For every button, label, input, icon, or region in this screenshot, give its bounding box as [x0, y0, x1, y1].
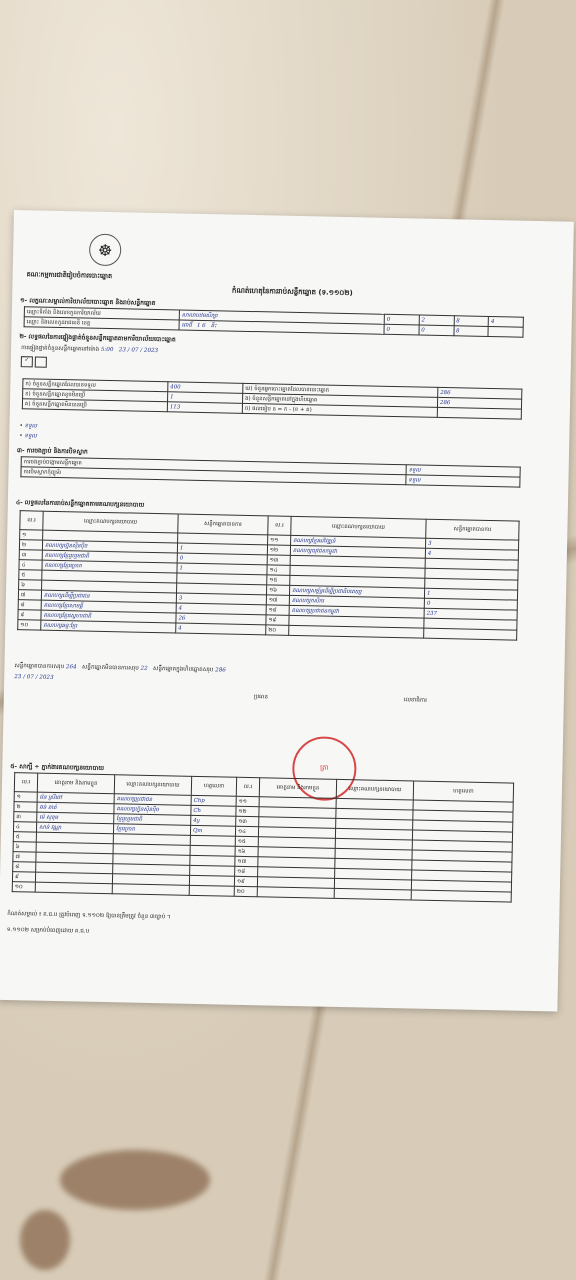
- section1-heading: ១- លក្ខណៈសម្គាល់ការិយាល័យបោះឆ្នោត និងរាប់សន្លឹកឆ្នោត: [20, 297, 156, 307]
- section3-line1: ការចងភ្ជាប់ចង្កោមសន្លឹកឆ្នោត: [21, 457, 406, 475]
- row1-code-3: 4: [488, 316, 523, 327]
- witness-no: ១០: [12, 882, 35, 892]
- witness-name: [35, 882, 112, 894]
- witness-party: ខ្មែររួបរួមជាតិ: [114, 814, 191, 826]
- form-title: កំណត់ហេតុនៃការរាប់សន្លឹកឆ្នោត (ទ.១១០២): [231, 286, 353, 298]
- party-name: គណបក្សខ្មែរអភិវឌ្ឍន៍: [291, 535, 426, 548]
- witness-no: ៦: [13, 842, 36, 852]
- section2-date-line: [21, 344, 158, 355]
- row-value: 1: [168, 392, 243, 404]
- party-name: គណបក្សដើម្បីប្រជាជន: [41, 590, 176, 603]
- election-form-sheet: [0, 210, 574, 1012]
- row2-label: ឈ្មោះ និងលេខកូដរាជធានី ខេត្ត: [24, 317, 179, 330]
- totals-line: [14, 662, 226, 674]
- total-box: 286: [215, 667, 226, 674]
- witness-no: ១៩: [234, 876, 257, 886]
- section4-heading: ៤- លទ្ធផលនៃការរាប់សន្លឹកឆ្នោតតាមគណបក្សនយោបាយ: [15, 499, 145, 509]
- witness-sign: Qm: [190, 825, 235, 836]
- party-no: ៥: [19, 570, 42, 580]
- witness-name: សាន់ វណ្ណា: [36, 822, 113, 834]
- section5-heading: ៥- សាក្សី ÷ ភ្នាក់ងារគណបក្សនយោបាយ: [10, 763, 105, 773]
- party-votes: 26: [176, 613, 266, 625]
- signing-date: 23 / 07 / 2023: [14, 674, 54, 681]
- party-no: ៧: [18, 590, 41, 600]
- row-label: ក) ចំនួនសន្លឹកឆ្នោតដែលបានទទួល: [23, 379, 168, 392]
- party-votes: 4: [176, 603, 266, 615]
- row-right-label: ង) ចំនួនសន្លឹកឆ្នោតនៅក្នុងហិបឆ្នោត: [243, 393, 438, 407]
- witness-empty-cell: [334, 888, 411, 900]
- party-no: ១៧: [266, 595, 289, 605]
- row2-code-2: 8: [453, 326, 488, 337]
- date-line-label: ការផ្ទៀងផ្ទាត់ចំនួនសន្លឹកឆ្នោតនៅម៉ោង: [21, 345, 100, 353]
- row1-code-1: 2: [419, 315, 454, 326]
- witness-no: ៥: [13, 832, 36, 842]
- party-votes: 4: [425, 548, 518, 560]
- party-votes: 0: [177, 553, 267, 565]
- party-name: គណបក្សខ្មែររួបរួមជាតិ: [42, 550, 177, 563]
- party-name: គណបក្សខ្មែរក្រោក: [42, 560, 177, 573]
- party-votes: 0: [424, 598, 517, 610]
- col-party: ឈ្មោះគណបក្សនយោបាយ: [291, 516, 426, 538]
- col-no: ល.រ: [20, 511, 43, 530]
- checkbox-line: [21, 356, 47, 368]
- witness-no: ៧: [13, 852, 36, 862]
- complaint-line: • ទទួល: [19, 423, 38, 430]
- witness-no: ២០: [234, 886, 257, 896]
- witness-no: ៤: [13, 822, 36, 832]
- party-name: គណបក្សខ្មែរស្នេហាជាតិ: [41, 610, 176, 623]
- party-no: ១០: [18, 620, 41, 630]
- col-party: ឈ្មោះគណបក្សនយោបាយ: [43, 511, 178, 533]
- party-votes: 3: [426, 538, 519, 550]
- witness-no: ២: [14, 802, 37, 812]
- col-sign: ហត្ថលេខា: [413, 781, 513, 802]
- row1-code-2: 8: [454, 316, 489, 327]
- party-name: [289, 625, 424, 638]
- complaint-line: • ទទួល: [19, 433, 37, 440]
- party-no: ៣: [19, 550, 42, 560]
- party-votes: 237: [424, 608, 517, 620]
- section3-heading: ៣- ការចងភ្ជាប់ និងការបិទស្លាក: [16, 447, 88, 456]
- col-sign: ហត្ថលេខា: [191, 776, 236, 796]
- witness-no: ១៥: [235, 836, 258, 846]
- total-invalid-label: សន្លឹកឆ្នោតមិនបានការសរុប: [81, 664, 139, 672]
- party-votes: 1: [424, 588, 517, 600]
- section4-date: [14, 674, 53, 681]
- party-no: ១៦: [266, 585, 289, 595]
- col-name: គោត្តនាម និងនាមខ្លួន: [259, 778, 336, 799]
- party-name: គណបក្សយុវជនកម្ពុជា: [290, 545, 425, 558]
- row1-code-0: 0: [384, 314, 419, 325]
- total-invalid: 22: [140, 665, 148, 672]
- row1-value: សាលាបឋមសិក្សា: [179, 310, 384, 324]
- party-votes: 1: [177, 563, 267, 575]
- row-right-value: [437, 407, 521, 419]
- section3-table: [20, 456, 520, 487]
- row-right-value: 286: [438, 387, 522, 399]
- witness-no: ១: [14, 792, 37, 802]
- col-no: ល.រ: [14, 773, 37, 792]
- row-right-label: ឃ) ចំនួនអ្នកបោះឆ្នោតដែលបានបោះឆ្នោត: [243, 383, 438, 397]
- row1-label: ឈ្មោះទីតាំង និងលេខកូដការិយាល័យ: [24, 307, 179, 320]
- complaint-2: ទទួល: [24, 433, 37, 440]
- witness-no: ៩: [12, 872, 35, 882]
- floor-stain: [20, 1210, 70, 1270]
- party-no: ២: [19, 540, 42, 550]
- witness-party: គណបក្សហ្វ៊ុនស៊ិនប៉ិច: [114, 804, 191, 816]
- witness-party: ខ្មែរក្រោក: [113, 824, 190, 836]
- party-no: ១៤: [267, 565, 290, 575]
- row2-value: ពោធិ៍: [181, 322, 192, 329]
- party-no: ១២: [267, 545, 290, 555]
- col-votes: សន្លឹកឆ្នោតបានការ: [178, 514, 268, 535]
- party-votes: 4: [176, 623, 266, 635]
- count-date: 23 / 07 / 2023: [118, 347, 159, 355]
- witness-party: គណបក្សប្រជាជន: [114, 794, 191, 806]
- form-footer: ទ.១១០២ សម្រាប់បំពេញដោយ គ.ជ.ប: [6, 927, 90, 935]
- row-label: ខ) ចំនួនសន្លឹកឆ្នោតខូចមិនប្រើ: [23, 389, 168, 402]
- party-name: គណបក្សសម្ព័ន្ធដើម្បីប្រជាធិបតេយ្យ: [289, 585, 424, 598]
- stamp-text: ត្រា: [319, 763, 329, 772]
- party-no: ២០: [266, 625, 289, 635]
- witness-party: [112, 884, 189, 896]
- witness-no: ១១: [236, 796, 259, 806]
- row2-a: 1: [196, 322, 201, 329]
- witness-table: [12, 772, 514, 902]
- witness-name: រ៉េន ស្រីពៅ: [37, 792, 114, 804]
- party-name: គណបក្សឆន្ទៈខ្មែរ: [41, 620, 176, 633]
- seal-icon: ☸: [89, 234, 122, 267]
- complaint-1: ទទួល: [24, 423, 38, 430]
- row-value: 400: [168, 382, 243, 394]
- total-valid: 264: [65, 664, 77, 671]
- row-right-value: 286: [437, 397, 521, 409]
- witness-no: ៨: [13, 862, 36, 872]
- checkbox-no[interactable]: [34, 356, 46, 367]
- witness-sign: Chp: [191, 795, 236, 806]
- witness-no: ១២: [236, 806, 259, 816]
- party-no: ១៥: [267, 575, 290, 585]
- row-right-label: ច) ផលធៀប ន = ក - (ខ + គ): [242, 403, 437, 417]
- col-name: គោត្តនាម និងនាមខ្លួន: [37, 773, 114, 794]
- party-no: ១: [20, 530, 43, 540]
- row2-commune: គិះ: [210, 322, 217, 329]
- total-box-label: សន្លឹកឆ្នោតក្នុងហិបឆ្នោតសរុប: [152, 666, 214, 674]
- footnote: កំណត់សម្គាល់ ៖ គ.ជ.ប ត្រូវបំពេញ ទ.១១០២ ឱ្យបានត្រឹមត្រូវ ចំនួន ៣ច្បាប់ ។: [7, 911, 171, 921]
- witness-empty-cell: [411, 890, 511, 902]
- witness-empty-cell: [257, 887, 334, 899]
- witness-sign: Ch: [191, 805, 236, 816]
- party-name: គណបក្សហ្វ៊ុនស៊ិនប៉ិច: [42, 540, 177, 553]
- section3-line2: ការបិទស្លាកកុំព្យូទ័រ: [21, 467, 406, 485]
- party-votes: 3: [176, 593, 266, 605]
- col-party: ឈ្មោះគណបក្សនយោបាយ: [336, 779, 413, 800]
- party-no: ១៨: [266, 605, 289, 615]
- party-no: ១១: [268, 535, 291, 545]
- witness-sign: 4y: [191, 815, 236, 826]
- section2-heading: ២- លទ្ធផលនៃការផ្ទៀងផ្ទាត់ចំនួនសន្លឹកឆ្នោតតាមការិយាល័យបោះឆ្នោត: [19, 333, 176, 344]
- section2-table: [22, 378, 523, 419]
- row-label: គ) ចំនួនសន្លឹកឆ្នោតមិនបានប្រើ: [22, 399, 167, 412]
- party-votes: 1: [177, 543, 267, 555]
- party-no: ៨: [18, 600, 41, 610]
- witness-no: ១៤: [235, 826, 258, 836]
- witness-no: ១៨: [235, 866, 258, 876]
- checkbox-yes[interactable]: ✓: [21, 356, 33, 367]
- floor-stain: [60, 1150, 210, 1210]
- row2-code-1: 0: [419, 325, 454, 336]
- witness-no: ១៦: [235, 846, 258, 856]
- section3-line2-value: ទទួល: [406, 475, 520, 487]
- col-no: ល.រ: [268, 516, 291, 535]
- witness-name: ម៉េ សុខុម: [37, 812, 114, 824]
- col-party: ឈ្មោះគណបក្សនយោបាយ: [114, 775, 191, 796]
- witness-name: ឆន់ គាត់: [37, 802, 114, 814]
- col-no: ល.រ: [236, 777, 259, 796]
- party-no: ១៩: [266, 615, 289, 625]
- witness-no: ១៣: [236, 816, 259, 826]
- chair-label: ប្រធាន: [253, 694, 269, 701]
- party-no: ៩: [18, 610, 41, 620]
- party-results-table: [17, 510, 519, 640]
- witness-no: ១៧: [235, 856, 258, 866]
- witness-sign: [189, 885, 234, 896]
- col-votes: សន្លឹកឆ្នោតបានការ: [426, 519, 519, 540]
- count-time: 5:00: [100, 346, 114, 354]
- party-name: គណបក្សខ្មែរសាមគ្គី: [41, 600, 176, 613]
- party-name: គណបក្សប្រជាជនកម្ពុជា: [289, 605, 424, 618]
- total-valid-label: សន្លឹកឆ្នោតបានការសរុប: [14, 663, 65, 671]
- party-no: ៤: [19, 560, 42, 570]
- secretary-label: លេខាធិការ: [403, 697, 427, 704]
- party-no: ៦: [19, 580, 42, 590]
- party-no: ១៣: [267, 555, 290, 565]
- row-value: 113: [167, 402, 242, 414]
- party-name: គណបក្សកសិករ: [289, 595, 424, 608]
- row2-b: 6: [202, 322, 206, 329]
- party-votes: [424, 628, 517, 640]
- witness-no: ៣: [14, 812, 37, 822]
- row2-code-0: 0: [384, 324, 419, 335]
- org-name: គណៈកម្មការជាតិរៀបចំការបោះឆ្នោត: [26, 270, 113, 281]
- section3-line1-value: ទទួល: [406, 465, 520, 477]
